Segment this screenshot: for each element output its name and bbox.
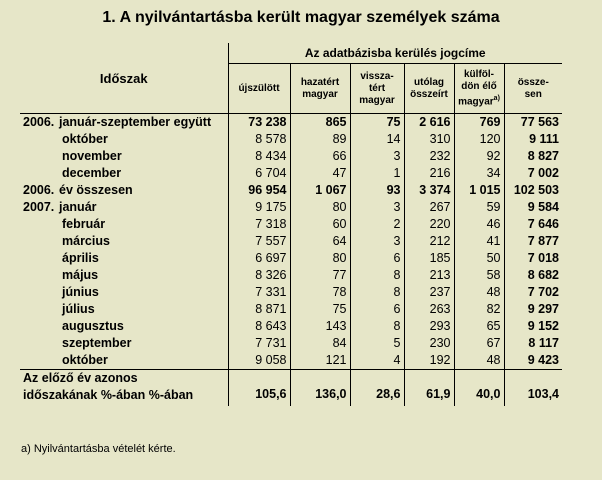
- period-label: március: [62, 234, 110, 248]
- period-cell: [20, 114, 228, 132]
- period-cell: [20, 182, 228, 199]
- period-cell: [20, 301, 228, 318]
- table-row: [20, 318, 562, 335]
- comparison-value-cell: 28,6: [350, 370, 404, 407]
- period-header: Időszak: [20, 43, 228, 114]
- value-cell: 7 557: [228, 233, 290, 250]
- column-header-line: össze-: [517, 76, 549, 88]
- value-cell: 9 152: [527, 319, 559, 333]
- value-cell: 192: [404, 352, 454, 370]
- period-label: év összesen: [59, 183, 133, 197]
- comparison-value-cell: 105,6: [228, 370, 290, 407]
- value-cell: 93: [350, 182, 404, 199]
- value-cell: 232: [404, 148, 454, 165]
- table-row: [20, 148, 562, 165]
- table-row: [20, 233, 562, 250]
- table-row: [20, 165, 562, 182]
- footnote: a) Nyilvántartásba vételét kérte.: [21, 443, 176, 455]
- period-label: február: [62, 217, 106, 231]
- comparison-label-line: Az előző év azonos: [23, 371, 138, 385]
- value-cell: 9 175: [228, 199, 290, 216]
- value-cell: 89: [290, 131, 350, 148]
- column-header-line: hazatért: [300, 76, 340, 88]
- period-label: május: [62, 268, 99, 282]
- table-row: [20, 352, 562, 370]
- table-body: [20, 114, 562, 407]
- value-cell: 75: [350, 114, 404, 132]
- value-cell: 3: [350, 199, 404, 216]
- table-row: [20, 199, 562, 216]
- table-row: [20, 250, 562, 267]
- table-row: [20, 182, 562, 199]
- comparison-row: [20, 370, 562, 407]
- value-cell: 60: [290, 216, 350, 233]
- value-cell: 220: [404, 216, 454, 233]
- column-header: [290, 64, 350, 114]
- table-row: [20, 335, 562, 352]
- value-cell: 121: [290, 352, 350, 370]
- period-cell: [20, 148, 228, 165]
- value-cell: 58: [454, 267, 504, 284]
- value-cell: 185: [404, 250, 454, 267]
- value-cell: 34: [454, 165, 504, 182]
- column-header: [350, 64, 404, 114]
- value-cell: 237: [404, 284, 454, 301]
- group-header: Az adatbázisba kerülés jogcíme: [228, 43, 562, 64]
- value-cell: 9 584: [527, 200, 559, 214]
- value-cell: 77: [290, 267, 350, 284]
- period-cell: [20, 318, 228, 335]
- value-cell: 3 374: [404, 182, 454, 199]
- table-row: [20, 267, 562, 284]
- period-year: 2007.: [23, 200, 55, 214]
- table-title: 1. A nyilvántartásba került magyar személyek száma: [102, 9, 500, 26]
- period-cell: [20, 199, 228, 216]
- column-header: [504, 64, 562, 114]
- value-cell: 6 704: [228, 165, 290, 182]
- column-header-line: tért: [368, 82, 386, 94]
- value-cell: 14: [350, 131, 404, 148]
- value-cell: 78: [290, 284, 350, 301]
- value-cell: 7 002: [527, 166, 559, 180]
- value-cell: 267: [404, 199, 454, 216]
- column-header-line: sen: [524, 88, 542, 100]
- period-label: december: [62, 166, 122, 180]
- period-label: augusztus: [62, 319, 124, 333]
- value-cell: 3: [350, 148, 404, 165]
- value-cell: 8 578: [228, 131, 290, 148]
- value-cell: 8: [350, 318, 404, 335]
- value-cell: 48: [454, 352, 504, 370]
- comparison-value-cell: 61,9: [404, 370, 454, 407]
- value-cell: 6: [350, 250, 404, 267]
- value-cell: 769: [454, 114, 504, 132]
- comparison-value-cell: 40,0: [454, 370, 504, 407]
- value-cell: 92: [454, 148, 504, 165]
- comparison-label-line: időszakának %-ában %-ában: [23, 388, 194, 402]
- value-cell: 9 297: [527, 302, 559, 316]
- value-cell: 66: [290, 148, 350, 165]
- period-cell: [20, 335, 228, 352]
- value-cell: 6 697: [228, 250, 290, 267]
- value-cell: 67: [454, 335, 504, 352]
- value-cell: 73 238: [228, 114, 290, 132]
- period-cell: [20, 352, 228, 370]
- column-header-line: vissza-: [360, 70, 394, 82]
- value-cell: 1 015: [454, 182, 504, 199]
- period-cell: [20, 216, 228, 233]
- value-cell: 7 731: [228, 335, 290, 352]
- period-cell: [20, 267, 228, 284]
- value-cell: 120: [454, 131, 504, 148]
- value-cell: 7 646: [527, 217, 559, 231]
- value-cell: 8 871: [228, 301, 290, 318]
- column-header: [228, 64, 290, 114]
- value-cell: 8: [350, 284, 404, 301]
- period-cell: [20, 250, 228, 267]
- table-row: [20, 301, 562, 318]
- value-cell: 9 058: [228, 352, 290, 370]
- comparison-value-cell: 103,4: [504, 370, 562, 407]
- column-header-line: külföl-: [464, 68, 494, 80]
- value-cell: 230: [404, 335, 454, 352]
- value-cell: 2: [350, 216, 404, 233]
- value-cell: 64: [290, 233, 350, 250]
- column-header-line: összeírt: [410, 88, 448, 100]
- table-row: [20, 114, 562, 132]
- value-cell: 2 616: [404, 114, 454, 132]
- value-cell: 48: [454, 284, 504, 301]
- value-cell: 212: [404, 233, 454, 250]
- column-header-line: magyar: [359, 94, 395, 106]
- column-header-line: magyar: [458, 96, 494, 108]
- period-label: június: [62, 285, 99, 299]
- value-cell: 82: [454, 301, 504, 318]
- period-label: október: [62, 353, 108, 367]
- value-cell: 263: [404, 301, 454, 318]
- value-cell: 41: [454, 233, 504, 250]
- value-cell: 1: [350, 165, 404, 182]
- value-cell: 310: [404, 131, 454, 148]
- value-cell: 96 954: [228, 182, 290, 199]
- value-cell: 4: [350, 352, 404, 370]
- period-label: január-szeptember együtt: [59, 115, 212, 129]
- value-cell: 9 111: [529, 132, 559, 146]
- value-cell: 5: [350, 335, 404, 352]
- period-label: szeptember: [62, 336, 132, 350]
- column-header: [404, 64, 454, 114]
- value-cell: 8: [350, 267, 404, 284]
- value-cell: 8 827: [527, 149, 559, 163]
- value-cell: 8 434: [228, 148, 290, 165]
- period-label: július: [62, 302, 95, 316]
- value-cell: 213: [404, 267, 454, 284]
- statistics-table: [20, 43, 562, 406]
- value-cell: 59: [454, 199, 504, 216]
- column-header: [454, 64, 504, 114]
- value-cell: 8 117: [528, 336, 559, 350]
- period-label: október: [62, 132, 108, 146]
- value-cell: 1 067: [290, 182, 350, 199]
- comparison-value-cell: 136,0: [290, 370, 350, 407]
- column-header-line: utólag: [414, 76, 444, 88]
- value-cell: 865: [290, 114, 350, 132]
- value-cell: 143: [290, 318, 350, 335]
- column-header-line: újszülött: [238, 82, 280, 94]
- value-cell: 6: [350, 301, 404, 318]
- value-cell: 102 503: [513, 183, 559, 197]
- period-cell: [20, 233, 228, 250]
- period-cell: [20, 165, 228, 182]
- value-cell: 65: [454, 318, 504, 335]
- value-cell: 7 018: [527, 251, 559, 265]
- column-header-line: magyar: [302, 88, 338, 100]
- value-cell: 8 682: [527, 268, 559, 282]
- table-row: [20, 284, 562, 301]
- value-cell: 7 702: [527, 285, 559, 299]
- value-cell: 293: [404, 318, 454, 335]
- table-row: [20, 216, 562, 233]
- footnote-marker: a): [493, 94, 500, 102]
- period-cell: [20, 284, 228, 301]
- value-cell: 75: [290, 301, 350, 318]
- value-cell: 8 326: [228, 267, 290, 284]
- value-cell: 84: [290, 335, 350, 352]
- period-cell: [20, 131, 228, 148]
- value-cell: 7 877: [527, 234, 559, 248]
- table-row: [20, 131, 562, 148]
- period-year: 2006.: [23, 115, 55, 129]
- value-cell: 46: [454, 216, 504, 233]
- value-cell: 80: [290, 199, 350, 216]
- column-header-line: dön élő: [461, 80, 497, 92]
- value-cell: 80: [290, 250, 350, 267]
- value-cell: 9 423: [527, 353, 559, 367]
- period-label: november: [62, 149, 122, 163]
- value-cell: 8 643: [228, 318, 290, 335]
- period-label: január: [59, 200, 97, 214]
- comparison-label-cell: [20, 370, 228, 407]
- period-year: 2006.: [23, 183, 55, 197]
- value-cell: 50: [454, 250, 504, 267]
- value-cell: 216: [404, 165, 454, 182]
- period-label: április: [62, 251, 99, 265]
- value-cell: 77 563: [504, 114, 562, 132]
- value-cell: 7 318: [228, 216, 290, 233]
- value-cell: 3: [350, 233, 404, 250]
- value-cell: 7 331: [228, 284, 290, 301]
- value-cell: 47: [290, 165, 350, 182]
